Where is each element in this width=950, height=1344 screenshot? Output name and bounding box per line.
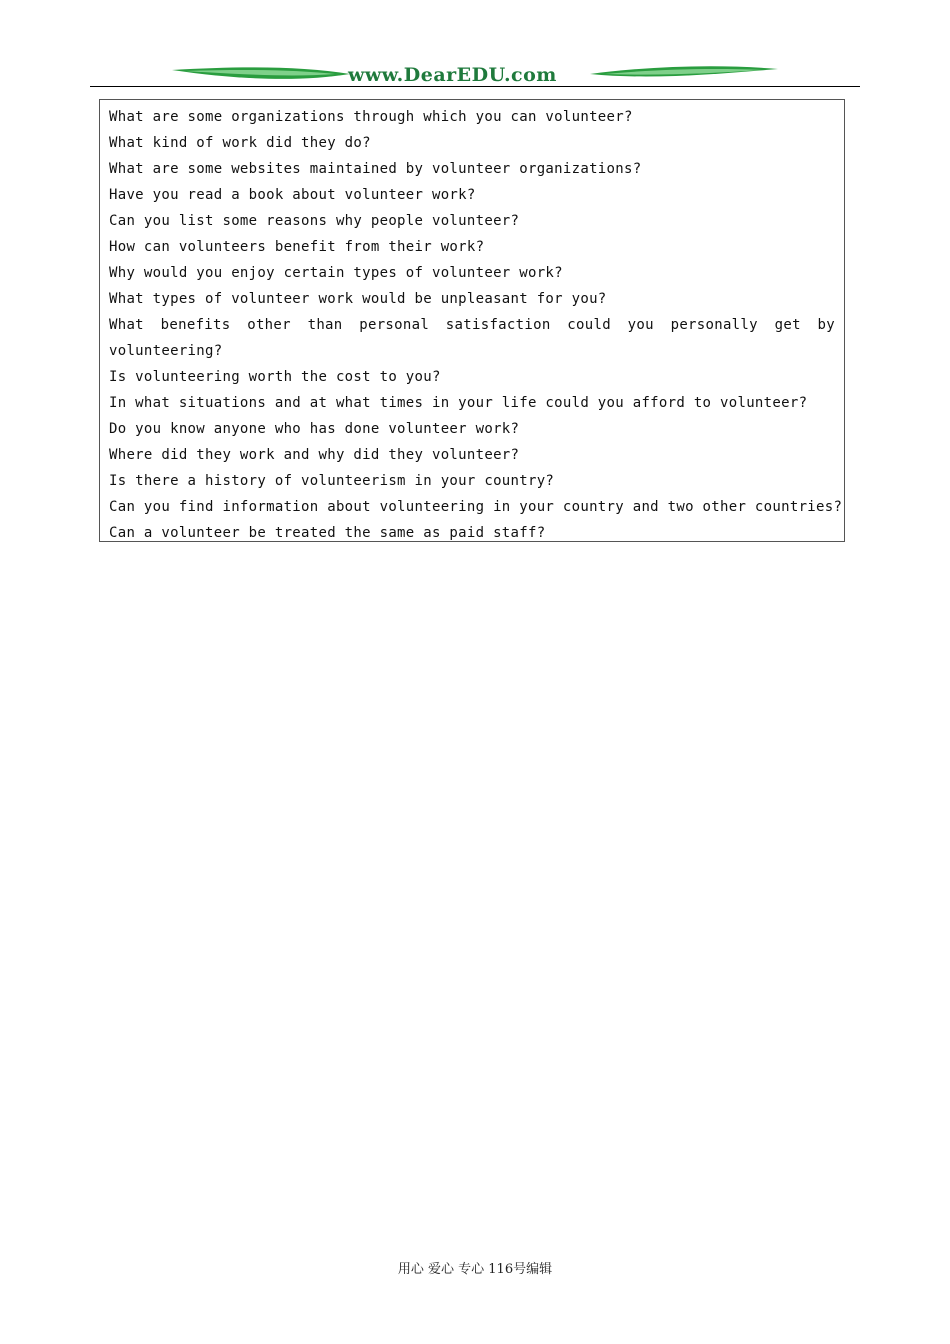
question-line: What are some organizations through which you can volunteer?	[109, 109, 633, 125]
question-line: Is there a history of volunteerism in your country?	[109, 473, 555, 489]
question-line: Can a volunteer be treated the same as paid staff?	[109, 525, 546, 541]
question-line: Where did they work and why did they volunteer?	[109, 447, 520, 463]
question-line: Can you list some reasons why people volunteer?	[109, 213, 520, 229]
site-logo-text: www.DearEDU.com	[348, 64, 557, 86]
question-line: What benefits other than personal satisfaction could you personally get by	[109, 317, 835, 333]
question-line: Why would you enjoy certain types of volunteer work?	[109, 265, 563, 281]
question-line: Is volunteering worth the cost to you?	[109, 369, 441, 385]
question-line: How can volunteers benefit from their work?	[109, 239, 485, 255]
question-line: What are some websites maintained by volunteer organizations?	[109, 161, 642, 177]
question-line: What types of volunteer work would be unpleasant for you?	[109, 291, 607, 307]
question-line-continuation: volunteering?	[109, 343, 223, 359]
question-line: Can you find information about volunteering in your country and two other countries?	[109, 499, 843, 515]
question-line: Do you know anyone who has done volunteer work?	[109, 421, 520, 437]
page-footer: 用心 爱心 专心 116号编辑	[397, 1262, 553, 1277]
question-line: In what situations and at what times in your life could you afford to volunteer?	[109, 395, 808, 411]
question-line: What kind of work did they do?	[109, 135, 371, 151]
header-divider	[90, 86, 860, 87]
question-line: Have you read a book about volunteer work?	[109, 187, 476, 203]
questions-box	[99, 99, 845, 542]
